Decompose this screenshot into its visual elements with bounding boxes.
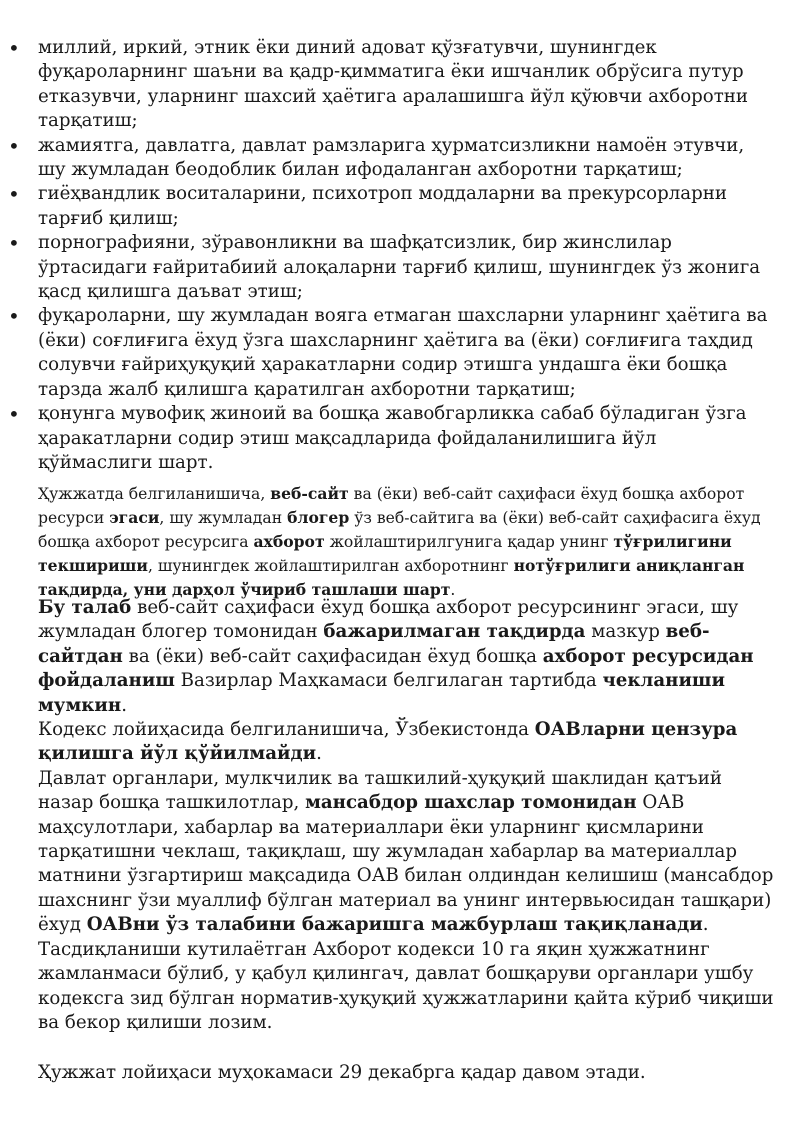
bold-text-run: ахборот ресурсидан фойдаланиш: [38, 645, 754, 692]
bold-text-run: Бу талаб: [38, 597, 132, 618]
text-run: мазкур: [585, 621, 666, 643]
bold-text-run: веб-сайтдан: [38, 621, 710, 667]
bold-text-run: веб-сайт: [270, 484, 349, 503]
paragraph-censorship: [38, 718, 778, 767]
text-run: Ҳужжатда белгиланишича,: [38, 485, 271, 503]
bold-text-run: нотўғрилиги аниқланган тақдирда, уни дарҳол ўчириб ташлаши шарт: [38, 556, 745, 599]
bold-text-run: эгаси: [109, 508, 160, 527]
paragraph-restriction: [38, 596, 778, 718]
text-run: ўз веб-сайтига ва (ёки) веб-сайт саҳифасига ёхуд бошқа ахборот ресурсига: [38, 509, 761, 551]
list-item-text: миллий, иркий, этник ёки диний адоват қўзғатувчи, шунингдек фуқароларнинг шаъни ва қадр-қимматига ёки ишчанлик обрўсига путур етказувчи, уларнинг шахсий ҳаётига аралашишга йўл қўювчи ахборотни тарқатиш;: [38, 37, 749, 132]
list-item: [0, 134, 800, 183]
bullet-icon: •: [8, 304, 20, 329]
bold-text-run: чекланиши мумкин: [38, 670, 725, 716]
text-run: Давлат органлари, мулкчилик ва ташкилий-ҳуқуқий шаклидан қатъий назар бошқа ташкилотлар,: [38, 767, 722, 814]
article-body: [38, 596, 778, 1035]
list-item-text: гиёҳвандлик воситаларини, психотроп моддаларни ва прекурсорларни тарғиб қилиш;: [38, 183, 728, 229]
list-item: [0, 402, 800, 475]
bold-text-run: бажарилмаган тақдирда: [323, 621, 586, 643]
text-run: веб-сайт саҳифаси ёхуд бошқа ахборот ресурсининг эгаси, шу жумладан блогер томонидан: [38, 597, 739, 643]
text-run: , шунингдек жойлаштирилган ахборотнинг: [147, 557, 514, 575]
text-run: .: [316, 743, 322, 765]
discussion-deadline: Ҳужжат лойиҳаси муҳокамаси 29 декабрга қадар давом этади.: [38, 1062, 646, 1083]
bold-text-run: блогер: [287, 508, 350, 527]
text-run: .: [702, 914, 709, 936]
paragraph-code-adoption: Тасдиқланиши кутилаётган Ахборот кодекси 10 га яқин ҳужжатнинг жамланмаси бўлиб, у қабул қилингач, давлат бошқаруви органлари ушбу кодексга зид бўлган норматив-ҳуқуқий ҳужжатларини қайта кўриб чиқиши ва бекор қилиши лозим.: [38, 938, 774, 1033]
list-item-text: жамиятга, давлатга, давлат рамзларига ҳурматсизликни намоён этувчи, шу жумладан беодоблик билан ифодаланган ахборотни тарқатиш;: [38, 134, 745, 181]
list-item-text: қонунга мувофиқ жиноий ва бошқа жавобгарликка сабаб бўладиган ўзга ҳаракатларни содир этиш мақсадларида фойдаланилишига йўл қўймаслиги шарт.: [38, 403, 747, 473]
list-item-text: фуқароларни, шу жумладан вояга етмаган шахсларни уларнинг ҳаётига ва (ёки) соғлиғига ёхуд ўзга шахсларнинг ҳаётига ва (ёки) соғлиғига таҳдид солувчи ғайриҳуқуқий ҳаракатларни содир этишга ундашга ёки бошқа тарзда жалб қилишга қаратилган ахборотни тарқатиш;: [38, 305, 768, 400]
text-run: жойлаштирилгунига қадар унинг: [324, 533, 614, 551]
text-run: Кодекс лойиҳасида белгиланишича, Ўзбекистонда: [38, 719, 535, 741]
bold-text-run: тўғрилигини текшириши: [38, 532, 732, 575]
prohibition-list: [0, 36, 800, 475]
text-run: ОАВ маҳсулотлари, хабарлар ва материаллари ёки уларнинг қисмларини тарқатишни чеклаш, тақиқлаш, шу жумладан хабарлар ва материаллар матнини ўзгартириш мақсадида ОАВ билан олдиндан келишиш (мансабдор шахснинг ўзи муаллиф бўлган материал ва унинг интервьюсидан ташқари) ёхуд: [38, 792, 774, 936]
list-item: [0, 36, 800, 134]
blogger-requirement-note: [38, 482, 778, 602]
bullet-icon: •: [8, 133, 20, 158]
list-item-text: порнографияни, зўравонликни ва шафқатсизлик, бир жинслилар ўртасидаги ғайритабиий алоқаларни тарғиб қилиш, шунингдек ўз жонига қасд қилишга даъват этиш;: [38, 232, 761, 303]
bold-text-run: мансабдор шахслар томонидан: [305, 792, 637, 814]
text-run: .: [450, 581, 456, 599]
text-run: , шу жумладан: [159, 509, 288, 527]
list-item: [0, 231, 800, 304]
bold-text-run: ОАВни ўз талабини бажаришга мажбурлаш тақиқланади: [86, 914, 703, 936]
bullet-icon: •: [8, 402, 20, 427]
text-run: .: [121, 694, 127, 716]
bullet-icon: •: [8, 182, 20, 207]
bold-text-run: ОАВларни цензура қилишга йўл қўйилмайди: [38, 719, 738, 765]
text-run: ва (ёки) веб-сайт саҳифасидан ёхуд бошқа: [122, 645, 543, 667]
list-item: [0, 304, 800, 402]
list-item: [0, 182, 800, 231]
text-run: ва (ёки) веб-сайт саҳифаси ёхуд бошқа ахборот ресурси: [38, 485, 745, 527]
bold-text-run: ахборот: [253, 532, 325, 551]
bullet-icon: •: [8, 36, 20, 60]
bullet-icon: •: [8, 231, 20, 256]
paragraph-media-prohibition: [38, 767, 778, 938]
text-run: Вазирлар Маҳкамаси белгилаган тартибда: [174, 670, 603, 692]
